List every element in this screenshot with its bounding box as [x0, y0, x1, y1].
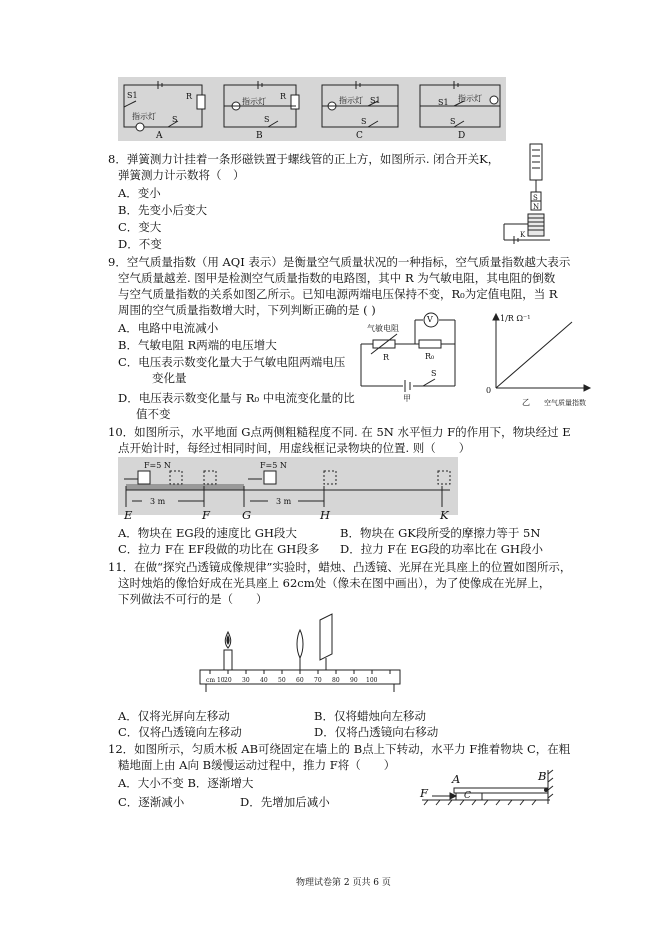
q12-fig-f: F	[420, 786, 428, 800]
q11-option-a: A．仅将光屏向左移动	[118, 709, 230, 723]
q10-distance-1: 3 m	[150, 497, 166, 506]
q10-option-c: C．拉力 F在 EF段做的功比在 GH段多	[118, 542, 320, 556]
q10-point-e: E	[124, 508, 133, 522]
q11-stem-line2: 这时烛焰的像恰好成在光具座上 62cm处（像未在图中画出），为了使像成在光屏上，	[118, 576, 551, 590]
q10-distance-2: 3 m	[276, 497, 292, 506]
q11-scale-70: 70	[314, 677, 322, 684]
q9-stem-line3: 与空气质量指数的关系如图乙所示。已知电源两端电压保持不变，R₀为定值电阻，当 R	[118, 287, 558, 301]
q10-point-h: H	[320, 508, 331, 522]
q11-scale-80: 80	[332, 677, 340, 684]
q11-stem-line1: 11．在做“探究凸透镜成像规律”实验时，蜡烛、凸透镜、光屏在光具座上的位置如图所示，	[108, 560, 572, 574]
circuit-a-indicator: 指示灯	[132, 112, 156, 121]
q12-board-figure	[418, 768, 558, 812]
q8-option-d: D．不变	[118, 237, 162, 251]
q9-fig-jia: 甲	[403, 394, 411, 403]
q11-scale-90: 90	[350, 677, 358, 684]
circuit-a-s: S	[172, 115, 178, 124]
q9-stem-line1: 9．空气质量指数（用 AQI 表示）是衡量空气质量状况的一种指标，空气质量指数越大表示	[108, 255, 571, 269]
q10-option-b: B．物块在 GK段所受的摩擦力等于 5N	[340, 526, 541, 540]
circuit-d-s: S	[450, 117, 456, 126]
q11-scale-30: 30	[242, 677, 250, 684]
page-footer: 物理试卷第 2 页共 6 页	[296, 878, 391, 888]
q12-option-d: D．先增加后减小	[240, 795, 330, 809]
q10-point-g: G	[242, 508, 252, 522]
circuit-label-b: B	[256, 131, 263, 141]
q11-option-c: C．仅将凸透镜向左移动	[118, 725, 242, 739]
q9-fig-s: S	[431, 369, 437, 378]
q8-fig-s: S	[533, 194, 538, 202]
q8-option-b: B．先变小后变大	[118, 203, 207, 217]
q8-fig-n: N	[533, 203, 540, 211]
circuit-c-s1: S1	[370, 96, 381, 105]
circuit-c-indicator: 指示灯	[339, 96, 363, 105]
q12-stem-line2: 糙地面上由 A向 B缓慢运动过程中，推力 F将（ ）	[118, 758, 396, 772]
q9-fig-v: V	[427, 315, 433, 324]
q9-stem-line4: 周围的空气质量指数增大时，下列判断正确的是 ( )	[118, 303, 376, 317]
circuit-b-r: R	[280, 92, 287, 101]
q11-scale-60: 60	[296, 677, 304, 684]
q11-scale-50: 50	[278, 677, 286, 684]
q12-fig-a: A	[452, 772, 461, 786]
circuit-a-s1: S1	[127, 91, 138, 100]
q9-option-d-line1: D．电压表示数变化量与 R₀ 中电流变化量的比	[118, 391, 355, 405]
q10-point-k: K	[440, 508, 449, 522]
q9-graph-x-axis-label: 空气质量指数	[544, 399, 586, 407]
circuit-a-r: R	[186, 92, 193, 101]
q11-scale-20: 20	[224, 677, 232, 684]
circuit-b-s: S	[264, 115, 270, 124]
circuit-label-d: D	[458, 131, 466, 141]
q11-scale-cm10: cm 10	[206, 677, 225, 684]
circuit-label-c: C	[356, 131, 363, 141]
q10-stem-line2: 点开始计时，每经过相同时间，用虚线框记录物块的位置. 则（ ）	[118, 441, 471, 455]
circuit-d-s1: S1	[438, 98, 449, 107]
circuit-b-indicator: 指示灯	[242, 97, 266, 106]
q9-fig-r0: R₀	[425, 352, 435, 361]
q9-fig-sensor-label: 气敏电阻	[367, 324, 399, 333]
q12-fig-b: B	[538, 769, 547, 783]
q8-stem-line2: 弹簧测力计示数将（ ）	[118, 168, 245, 182]
q11-scale-100: 100	[366, 677, 378, 684]
q10-force-label-1: F=5 N	[144, 461, 171, 470]
q9-fig-r: R	[383, 353, 390, 362]
q11-optical-bench-figure	[196, 612, 406, 694]
q9-option-a: A．电路中电流减小	[118, 321, 219, 335]
q9-option-c-line1: C．电压表示数变化量大于气敏电阻两端电压	[118, 355, 346, 369]
circuit-label-a: A	[156, 131, 163, 141]
q8-spring-magnet-figure	[500, 142, 556, 246]
q9-option-d-line2: 值不变	[136, 407, 171, 421]
q8-fig-k: K	[520, 231, 526, 239]
q9-option-c-line2: 变化量	[152, 371, 187, 385]
q10-force-label-2: F=5 N	[260, 461, 287, 470]
q12-option-c: C．逐渐减小	[118, 795, 185, 809]
q9-graph-figure	[478, 312, 596, 408]
q12-option-ab: A．大小不变 B．逐渐增大	[118, 776, 254, 790]
q11-option-b: B．仅将蜡烛向左移动	[314, 709, 426, 723]
q9-circuit-figure	[355, 312, 465, 402]
q11-stem-line3: 下列做法不可行的是（ ）	[118, 592, 268, 606]
circuit-d-indicator: 指示灯	[458, 94, 482, 103]
q9-option-b: B．气敏电阻 R两端的电压增大	[118, 338, 277, 352]
q8-option-a: A．变小	[118, 186, 161, 200]
q10-motion-figure	[118, 457, 458, 515]
circuit-c-s: S	[361, 117, 367, 126]
q11-scale-40: 40	[260, 677, 268, 684]
q9-graph-yi: 乙	[522, 398, 530, 407]
q10-stem-line1: 10．如图所示，水平地面 G点两侧粗糙程度不同. 在 5N 水平恒力 F的作用下，物块经过 E	[108, 425, 571, 439]
q9-graph-y-axis-label: 1/R Ω⁻¹	[500, 314, 531, 323]
q9-stem-line2: 空气质量越差. 图甲是检测空气质量指数的电路图，其中 R 为气敏电阻，其电阻的倒数	[118, 271, 556, 285]
q10-option-a: A．物块在 EG段的速度比 GH段大	[118, 526, 297, 540]
q11-option-d: D．仅将凸透镜向右移动	[314, 725, 439, 739]
q9-graph-origin: 0	[486, 386, 492, 395]
q12-fig-c: C	[464, 791, 471, 801]
q10-option-d: D．拉力 F在 EG段的功率比在 GH段小	[340, 542, 543, 556]
q10-point-f: F	[202, 508, 210, 522]
q8-option-c: C．变大	[118, 220, 162, 234]
q8-stem-line1: 8．弹簧测力计挂着一条形磁铁置于螺线管的正上方，如图所示. 闭合开关K，	[108, 152, 500, 166]
circuit-options-figure	[118, 77, 506, 141]
q12-stem-line1: 12．如图所示，匀质木板 AB可绕固定在墙上的 B点上下转动，水平力 F推着物块 C，在粗	[108, 742, 571, 756]
